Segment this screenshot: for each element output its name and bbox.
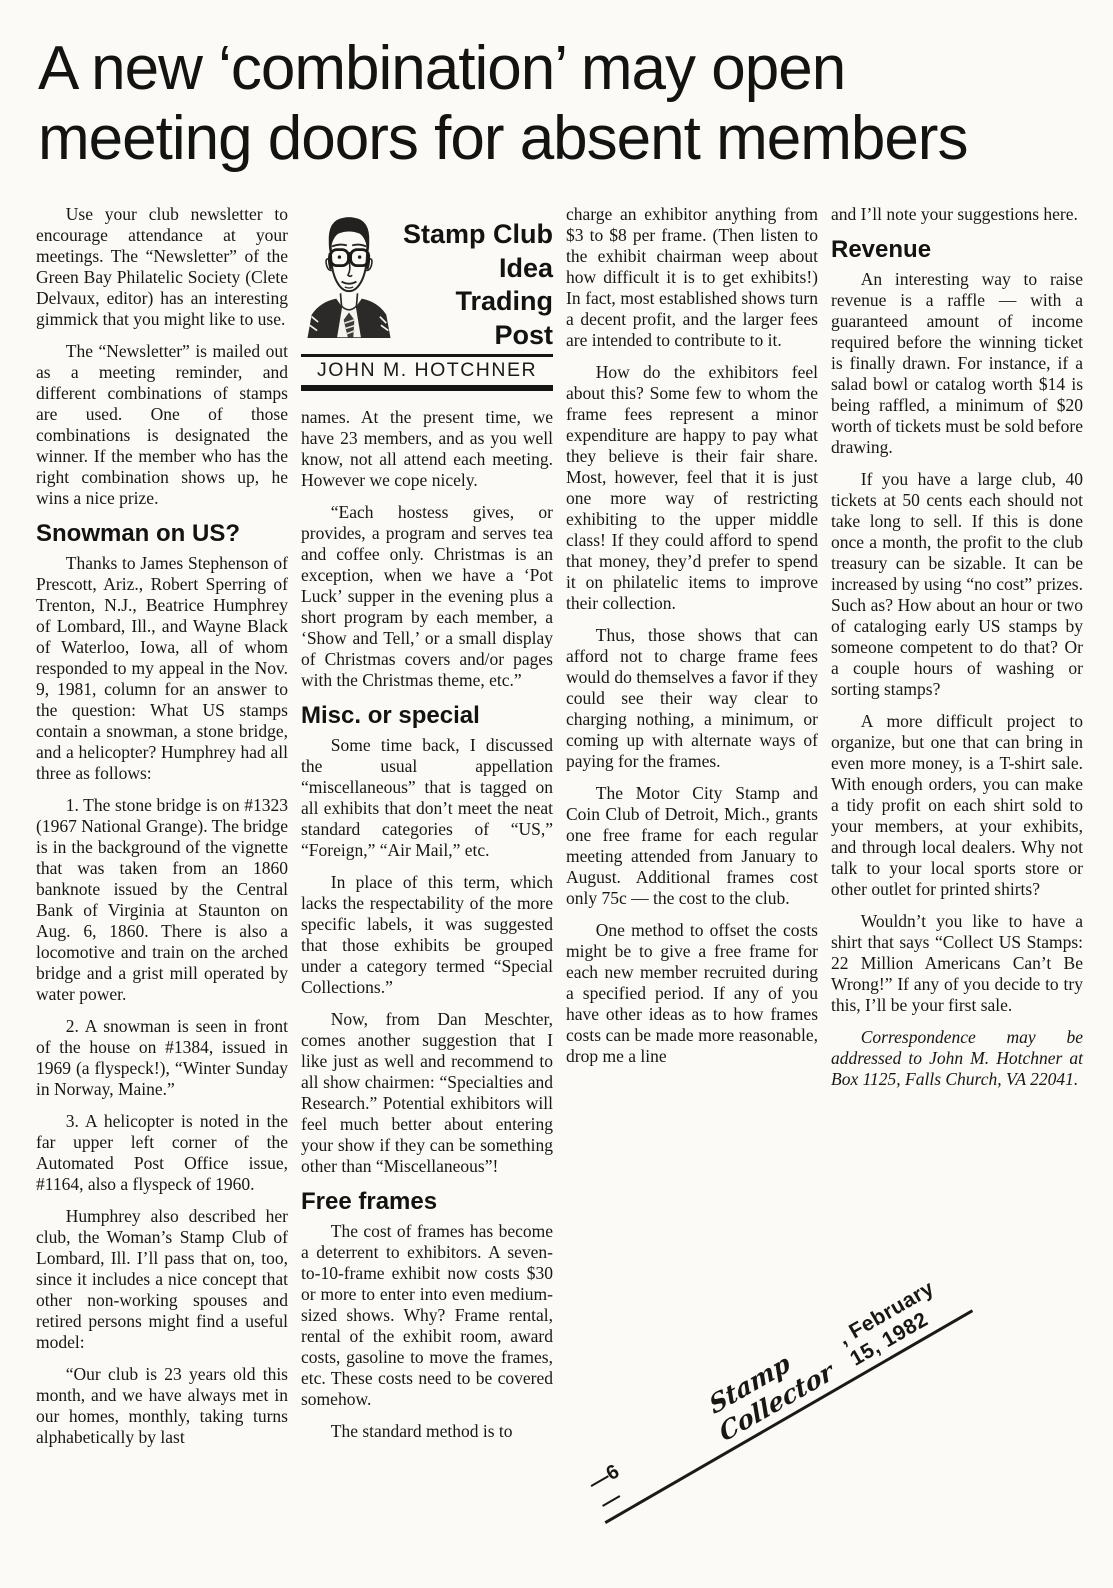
column-3 (566, 204, 818, 1078)
paragraph: names. At the present time, we have 23 members, and as you well know, not all attend each meeting. However we cope nicely. (301, 406, 553, 490)
paragraph: The cost of frames has become a deterrent to exhibitors. A seven-to-10-frame exhibit now costs $30 or more to enter into even medium-sized shows. Why? Frame rental, rental of the exhibit room, award costs, gasoline to move the frames, etc. These costs need to be covered somehow. (301, 1220, 553, 1409)
paragraph: 2. A snowman is seen in front of the house on #1384, issued in 1969 (a flyspeck!), “Winter Sunday in Norway, Maine.” (36, 1016, 288, 1100)
masthead-top (301, 206, 553, 352)
author-portrait-sketch-icon (301, 206, 397, 343)
masthead-title (397, 206, 553, 352)
paragraph: Humphrey also described her club, the Woman’s Stamp Club of Lombard, Ill. I’ll pass that on, too, since it includes a nice concept that other non-working spouses and retired persons might find a useful model: (36, 1206, 288, 1353)
paragraph: Thanks to James Stephenson of Prescott, Ariz., Robert Sperring of Trenton, N.J., Beatrice Humphrey of Lombard, Ill., and Wayne Black of Waterloo, Iowa, all of whom responded to my appeal in the Nov. 9, 1981, column for an answer to the question: What US stamps contain a snowman, a stone bridge, and a helicopter? Humphrey had all three as follows: (36, 553, 288, 784)
paragraph: In place of this term, which lacks the respectability of the more specific labels, it was suggested that those exhibits be grouped under a category termed “Special Collections.” (301, 871, 553, 997)
paragraph: One method to offset the costs might be to give a free frame for each new member recruited during a specified period. If any of you have other ideas as to how frames costs can be made more reasonable, drop me a line (566, 920, 818, 1067)
paragraph: 3. A helicopter is noted in the far upper left corner of the Automated Post Office issue, #1164, also a flyspeck of 1960. (36, 1111, 288, 1195)
masthead-title-line: Trading (455, 286, 553, 317)
masthead-rule-bottom (301, 385, 553, 391)
paragraph: Now, from Dan Meschter, comes another suggestion that I like just as well and recommend to all show chairmen: “Specialties and Research.” Potential exhibitors will feel much better about entering your show if they can be something other than “Miscellaneous”! (301, 1008, 553, 1176)
column-4 (831, 204, 1083, 1101)
paragraph: “Our club is 23 years old this month, and we have always met in our homes, monthly, taking turns alphabetically by last (36, 1364, 288, 1448)
article-columns (36, 204, 1083, 1459)
paragraph: Use your club newsletter to encourage attendance at your meetings. The “Newsletter” of the Green Bay Philatelic Society (Clete Delvaux, editor) has an interesting gimmick that you might like to use. (36, 204, 288, 330)
paragraph: If you have a large club, 40 tickets at 50 cents each should not take long to sell. If this is done once a month, the profit to the club treasury can be sizable. It can be increased by using “no cost” prizes. Such as? How about an hour or two of cataloging early US stamps by someone competent to do that? Or a couple hours of washing or sorting stamps? (831, 469, 1083, 700)
column-masthead (301, 206, 553, 391)
paragraph: “Each hostess gives, or provides, a program and serves tea and coffee only. Christmas is an exception, when we have a ‘Pot Luck’ supper in the evening plus a short program by each member, a ‘Show and Tell,’ or a small display of Christmas covers and/or pages with the Christmas theme, etc.” (301, 501, 553, 690)
paragraph: The Motor City Stamp and Coin Club of Detroit, Mich., grants one free frame for each regular meeting attended from January to August. Additional frames cost only 75c — the cost to the club. (566, 783, 818, 909)
paragraph: How do the exhibitors feel about this? Some few to whom the frame fees represent a minor expenditure are happy to pay what they believe is their fair share. Most, however, feel that it is just one more way of restricting exhibiting to the upper middle class! If they could afford to spend that money, they’d prefer to spend it on philatelic items to improve their collection. (566, 362, 818, 614)
masthead-title-line: Idea (498, 252, 553, 283)
masthead-title-line: Post (494, 319, 553, 350)
paragraph: 1. The stone bridge is on #1323 (1967 National Grange). The bridge is in the background of the vignette that was taken from an 1860 banknote issued by the Central Bank of Virginia at Staunton on Aug. 6, 1860. There is also a locomotive and train on the arched bridge and a grist mill operated by water power. (36, 795, 288, 1005)
correspondence-note: Correspondence may be addressed to John M. Hotchner at Box 1125, Falls Church, VA 22041. (831, 1027, 1083, 1090)
section-heading-revenue: Revenue (831, 236, 932, 264)
paragraph: Some time back, I discussed the usual appellation “miscellaneous” that is tagged on all exhibits that don’t meet the neat standard categories of “US,” “Foreign,” “Air Mail,” etc. (301, 734, 553, 860)
paragraph: The standard method is to (330, 1420, 513, 1441)
paragraph: An interesting way to raise revenue is a raffle — with a guaranteed amount of income required before the winning ticket is finally drawn. For instance, if a salad bowl or catalog worth $14 is being raffled, a minimum of $20 worth of tickets must be sold before drawing. (831, 269, 1083, 458)
page-number: —6— (585, 1460, 626, 1515)
column-2 (301, 204, 553, 1453)
author-byline: JOHN M. HOTCHNER (316, 358, 538, 381)
paragraph: Wouldn’t you like to have a shirt that says “Collect US Stamps: 22 Million Americans Can’t Be Wrong!” If any of you decide to try this, I’ll be your first sale. (831, 911, 1083, 1016)
publication-name: Stamp Collector (705, 1347, 838, 1448)
publication-date: , February 15, 1982 (834, 1276, 939, 1371)
paragraph: The “Newsletter” is mailed out as a meeting reminder, and different combinations of stamps are used. One of those combinations is designated the winner. If the member who has the right combination shows up, he wins a nice prize. (36, 341, 288, 509)
article-headline: A new ‘combination’ may open meeting doors for absent members (38, 34, 968, 174)
paragraph: and I’ll note your suggestions here. (831, 204, 1078, 225)
section-heading-snowman: Snowman on US? (36, 520, 240, 548)
section-heading-free-frames: Free frames (301, 1187, 438, 1215)
paragraph: A more difficult project to organize, but one that can bring in even more money, is a T-shirt sale. With enough orders, you can make a tidy profit on each shirt sold to your members, at your exhibits, and through local dealers. Why not talk to your local sports store or other outlet for printed shirts? (831, 711, 1083, 900)
column-1 (36, 204, 288, 1459)
section-heading-misc: Misc. or special (301, 701, 480, 729)
paragraph: charge an exhibitor anything from $3 to $8 per frame. (Then listen to the exhibit chairman weep about how difficult it is to get exhibits!) In fact, most established shows turn a decent profit, and the larger fees are intended to contribute to it. (566, 204, 818, 351)
masthead-title-line: Stamp Club (402, 219, 553, 250)
paragraph: Thus, those shows that can afford not to charge frame fees would do themselves a favor if they could see their way clear to charging nothing, a minimum, or coming up with alternate ways of paying for the frames. (566, 625, 818, 772)
publication-footer-stamp (585, 1276, 1030, 1524)
